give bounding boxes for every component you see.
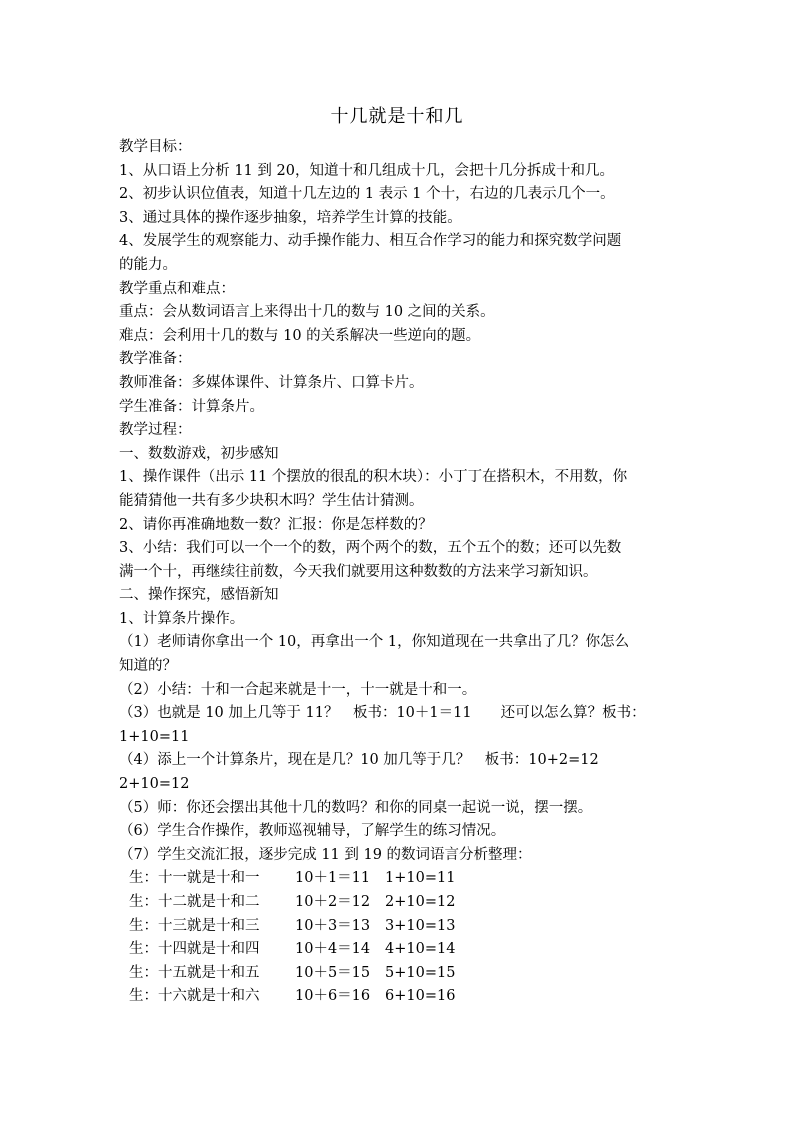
objective-4: 4、发展学生的观察能力、动手操作能力、相互合作学习的能力和探究数学问题 — [119, 233, 622, 250]
substep-1: （1）老师请你拿出一个 10，再拿出一个 1，你知道现在一共拿出了几？你怎么 — [119, 634, 630, 651]
objective-1: 1、从口语上分析 11 到 20，知道十和几组成十几，会把十几分拆成十和几。 — [119, 162, 614, 179]
substep-4: （4）添上一个计算条片，现在是几？10 加几等于几？ 板书：10+2=12 — [119, 752, 599, 769]
step-1-1-continued: 能猜猜他一共有多少块积木吗？学生估计猜测。 — [119, 492, 424, 509]
section-heading-key-points: 教学重点和难点： — [119, 280, 235, 297]
objective-2: 2、初步认识位值表，知道十几左边的 1 表示 1 个十，右边的几表示几个一。 — [119, 186, 615, 203]
student-answer-speech: 生：十四就是十和四 — [129, 941, 260, 958]
substep-2: （2）小结：十和一合起来就是十一，十一就是十和一。 — [119, 681, 477, 698]
substep-7: （7）学生交流汇报，逐步完成 11 到 19 的数词语言分析整理： — [119, 846, 532, 863]
student-answer-equation-reversed: 5+10=15 — [385, 964, 456, 981]
student-answer-equation: 10＋1＝11 — [295, 870, 371, 887]
student-answer-row — [119, 867, 679, 891]
student-answer-speech: 生：十六就是十和六 — [129, 988, 260, 1005]
student-answer-equation: 10＋6＝16 — [295, 988, 371, 1005]
substep-1-continued: 知道的？ — [119, 658, 177, 675]
student-answer-equation: 10＋5＝15 — [295, 964, 371, 981]
student-answer-equation: 10＋4＝14 — [295, 941, 371, 958]
substep-5: （5）师：你还会摆出其他十几的数吗？和你的同桌一起说一说，摆一摆。 — [119, 799, 593, 816]
student-answer-row — [119, 915, 679, 939]
document-body — [119, 136, 679, 1009]
student-answer-row — [119, 891, 679, 915]
student-answer-equation-reversed: 1+10=11 — [385, 870, 456, 887]
step-1-1: 1、操作课件（出示 11 个摆放的很乱的积木块）：小丁丁在搭积木，不用数，你 — [119, 469, 628, 486]
part-1-heading: 一、数数游戏，初步感知 — [119, 445, 279, 462]
substep-6: （6）学生合作操作，教师巡视辅导，了解学生的练习情况。 — [119, 823, 506, 840]
substep-3: （3）也就是 10 加上几等于 11？ 板书：10＋1＝11 还可以怎么算？板书： — [119, 705, 646, 722]
substep-4-continued: 2+10=12 — [119, 776, 190, 793]
step-2-1: 1、计算条片操作。 — [119, 610, 245, 627]
student-answer-row — [119, 962, 679, 986]
section-heading-process: 教学过程： — [119, 422, 192, 439]
objective-4-continued: 的能力。 — [119, 256, 177, 273]
student-answer-speech: 生：十三就是十和三 — [129, 917, 260, 934]
student-answer-equation: 10＋2＝12 — [295, 894, 371, 910]
student-answer-equation-reversed: 6+10=16 — [385, 988, 456, 1005]
student-preparation: 学生准备：计算条片。 — [119, 398, 264, 415]
teacher-preparation: 教师准备：多媒体课件、计算条片、口算卡片。 — [119, 374, 424, 391]
student-answer-speech: 生：十一就是十和一 — [129, 870, 260, 887]
student-answer-row — [119, 985, 679, 1009]
student-answer-equation-reversed: 3+10=13 — [385, 917, 456, 934]
key-point: 重点：会从数词语言上来得出十几的数与 10 之间的关系。 — [119, 304, 495, 321]
student-answer-speech: 生：十五就是十和五 — [129, 964, 260, 981]
student-answer-equation-reversed: 4+10=14 — [385, 941, 456, 958]
step-1-3-continued: 满一个十，再继续往前数，今天我们就要用这种数数的方法来学习新知识。 — [119, 563, 598, 580]
step-1-2: 2、请你再准确地数一数？汇报：你是怎样数的？ — [119, 516, 433, 533]
step-1-3: 3、小结：我们可以一个一个的数，两个两个的数，五个五个的数；还可以先数 — [119, 540, 622, 557]
student-answer-row — [119, 938, 679, 962]
student-answer-equation-reversed: 2+10=12 — [385, 894, 456, 910]
section-heading-preparation: 教学准备： — [119, 351, 192, 368]
student-answer-speech: 生：十二就是十和二 — [129, 894, 260, 910]
student-answer-equation: 10＋3＝13 — [295, 917, 371, 934]
difficult-point: 难点：会利用十几的数与 10 的关系解决一些逆向的题。 — [119, 327, 481, 344]
section-heading-objectives: 教学目标： — [119, 139, 192, 155]
substep-3-continued: 1+10=11 — [119, 728, 190, 745]
objective-3: 3、通过具体的操作逐步抽象，培养学生计算的技能。 — [119, 209, 462, 226]
document-title: 十几就是十和几 — [330, 106, 464, 127]
part-2-heading: 二、操作探究，感悟新知 — [119, 587, 279, 604]
